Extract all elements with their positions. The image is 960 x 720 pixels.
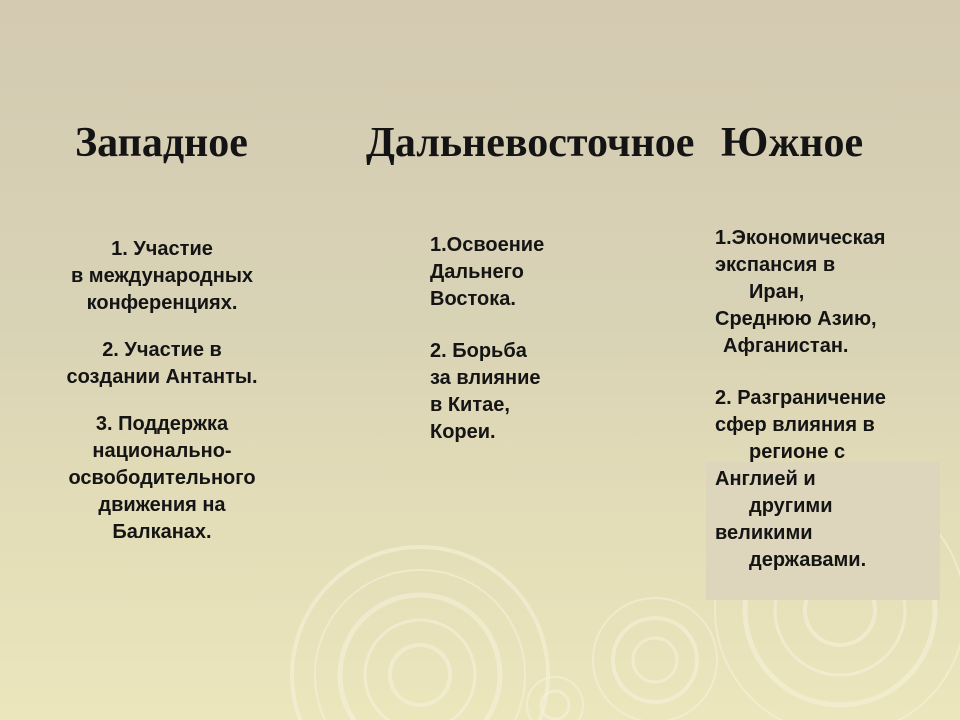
west-item-1 [40, 236, 284, 317]
text-line: Балканах. [112, 521, 212, 543]
ripple-medium [593, 598, 717, 720]
text-line: за влияние [430, 367, 541, 389]
ripple-small [527, 677, 583, 720]
text-line: 3. Поддержка [95, 413, 229, 435]
text-line: Иран, [749, 281, 805, 303]
text-line: в Китае, [430, 394, 510, 416]
south-column [715, 225, 945, 599]
far-east-column [430, 232, 610, 471]
far-east-item-1 [430, 232, 610, 313]
text-line: 2. Участие в [102, 339, 222, 361]
text-line: 2. Разграничение [715, 387, 886, 409]
text-line: сфер влияния в [715, 414, 875, 436]
text-line: 2. Борьба [430, 340, 527, 362]
text-line: освободительного [68, 467, 256, 489]
text-line: Англией и [715, 468, 816, 490]
heading-south: Южное [721, 120, 864, 166]
text-line: конференциях. [86, 292, 238, 314]
text-line: Востока. [430, 288, 516, 310]
west-item-2 [40, 337, 284, 391]
text-line: Кореи. [430, 421, 496, 443]
text-line: в международных [70, 265, 254, 287]
text-line: создании Антанты. [66, 366, 258, 388]
text-line: другими [749, 495, 833, 517]
heading-west: Западное [75, 120, 248, 166]
text-line: регионе с [749, 441, 846, 463]
south-item-1 [715, 225, 945, 360]
text-line: 1. Участие [111, 238, 213, 260]
text-line: Среднюю Азию, [715, 308, 877, 330]
west-column [40, 236, 284, 566]
text-line: Афганистан. [723, 335, 849, 357]
text-line: национально- [92, 440, 232, 462]
far-east-item-2 [430, 338, 610, 446]
south-item-2 [715, 385, 945, 574]
text-line: 1.Экономическая [715, 227, 886, 249]
text-line: Дальнего [430, 261, 524, 283]
text-line: 1.Освоение [430, 234, 545, 256]
text-line: великими [715, 522, 813, 544]
west-item-3 [40, 411, 284, 546]
text-line: державами. [749, 549, 867, 571]
ripple-large [292, 547, 548, 720]
text-line: экспансия в [715, 254, 836, 276]
heading-far-east: Дальневосточное [366, 120, 695, 166]
text-line: движения на [98, 494, 226, 516]
